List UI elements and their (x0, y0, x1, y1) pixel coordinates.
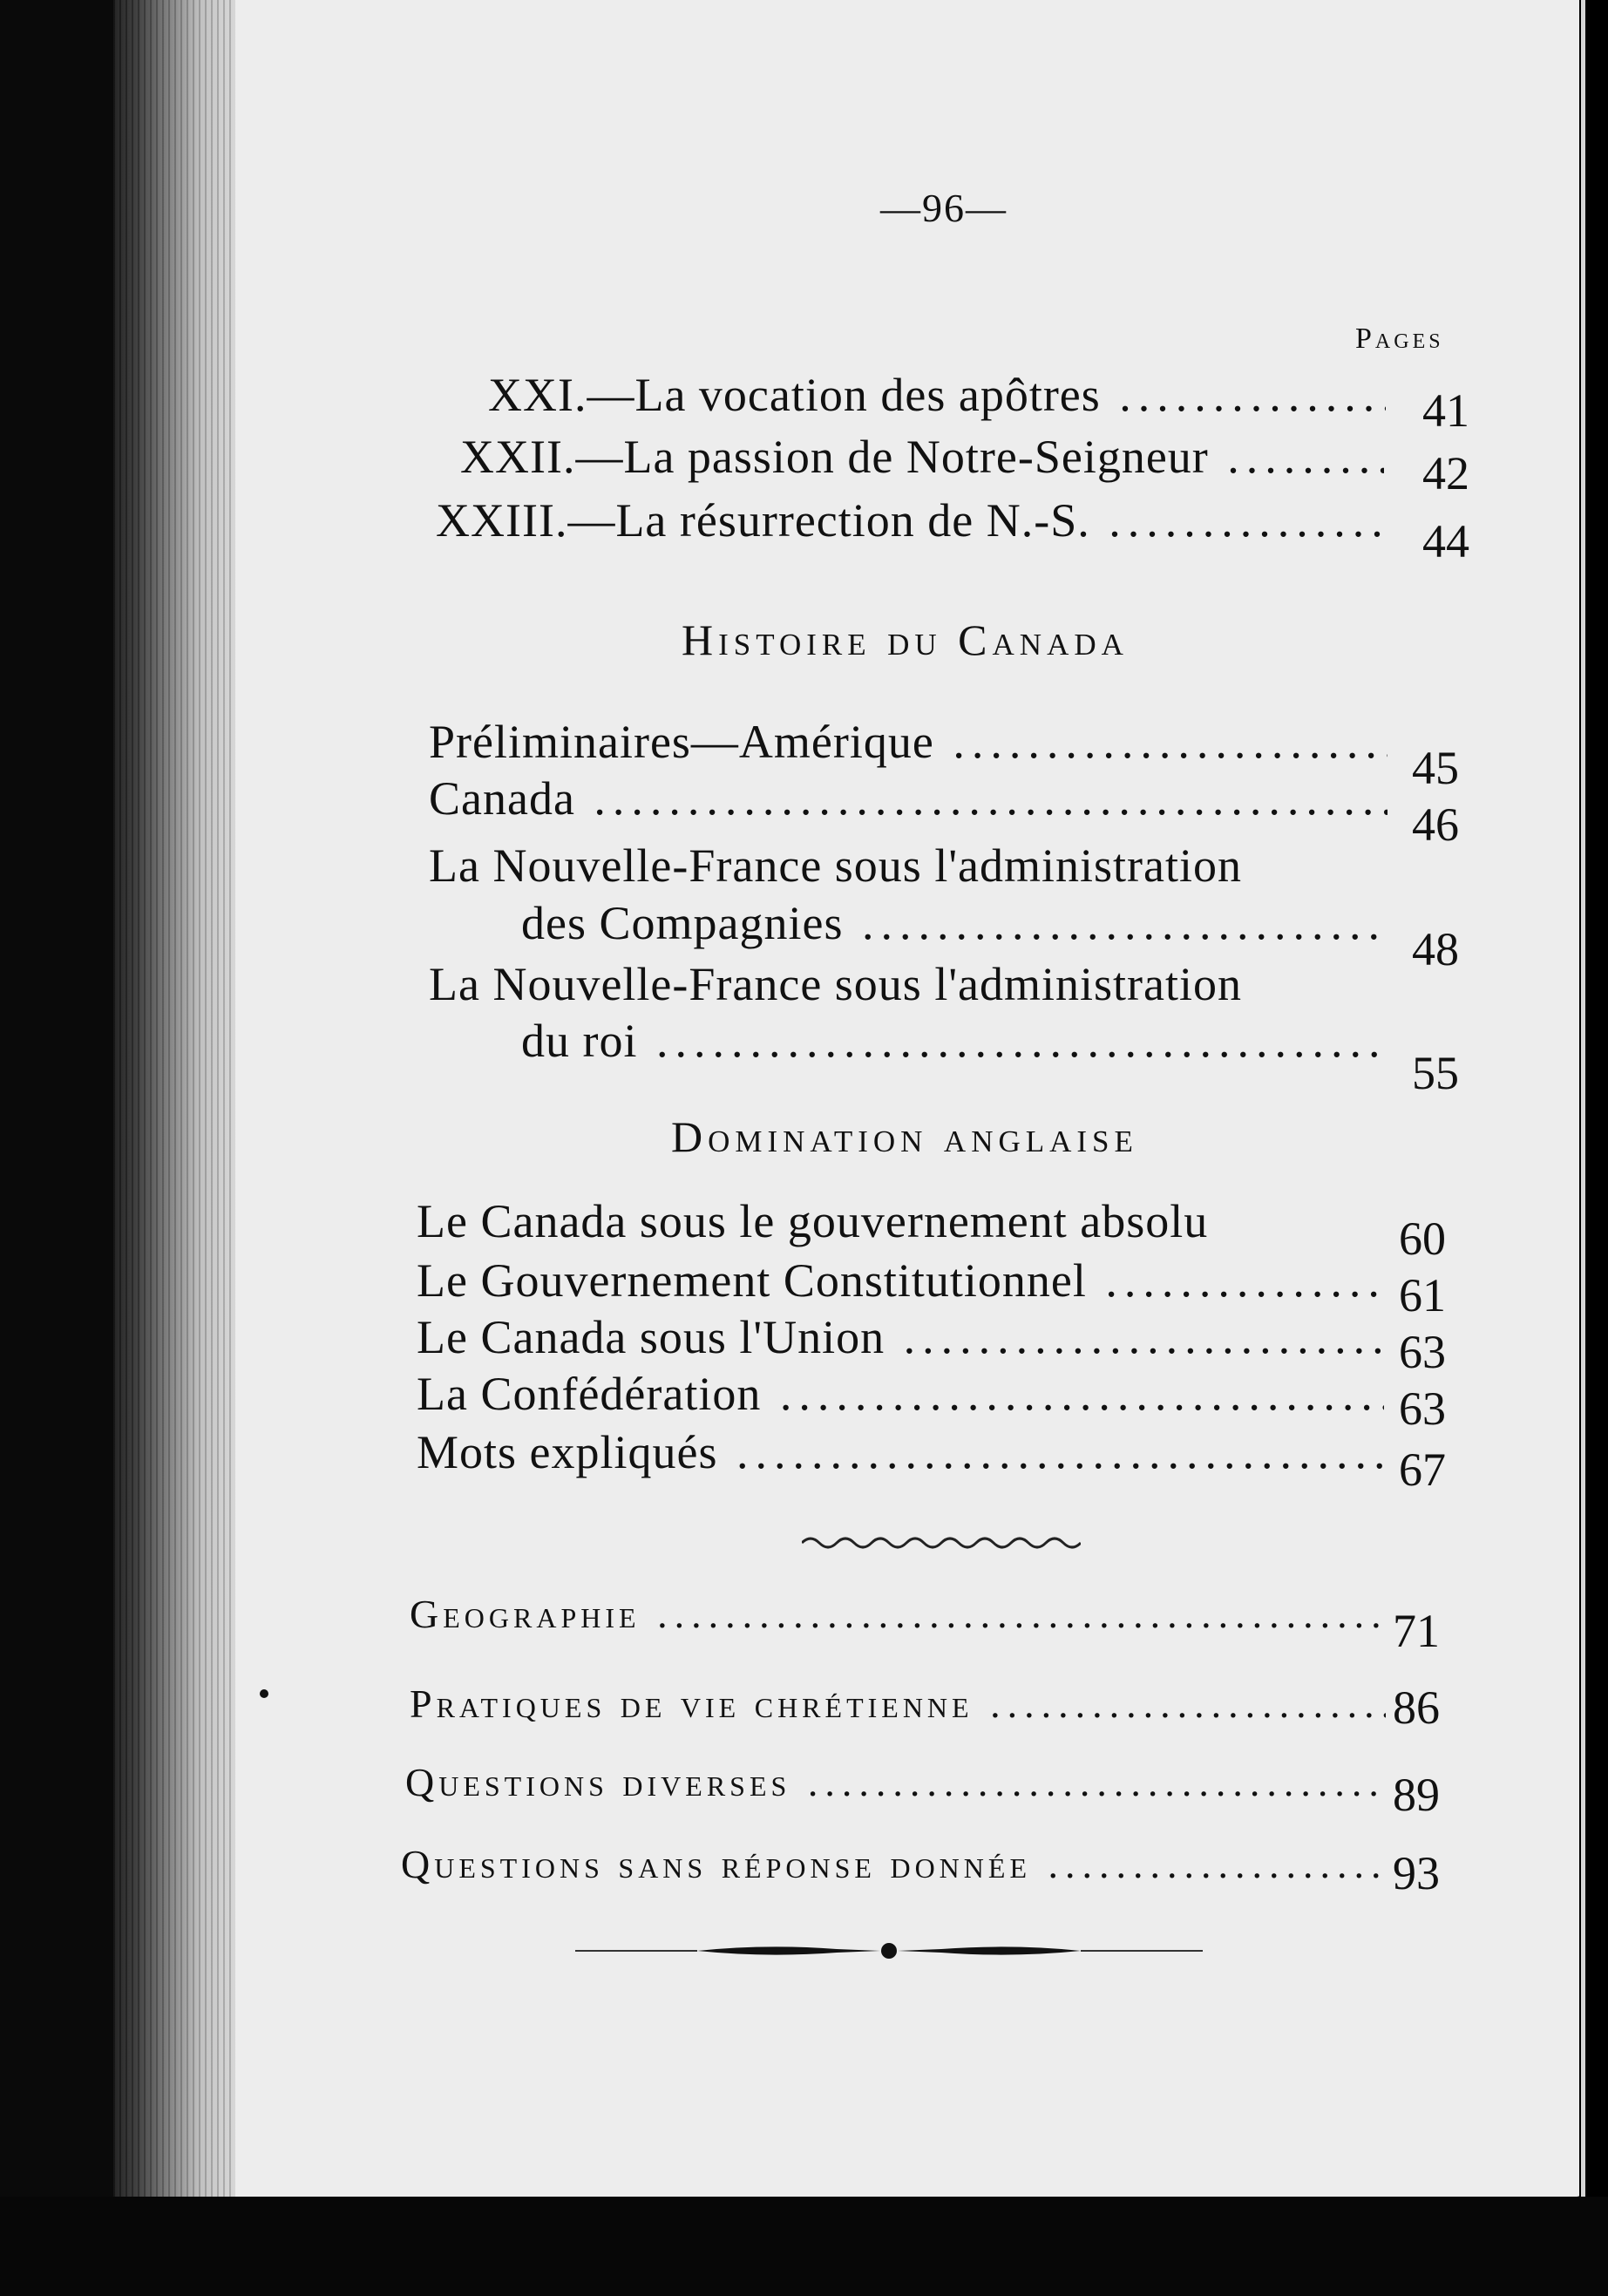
toc-page-number: 71 (1393, 1605, 1440, 1657)
toc-entry-title: La Nouvelle-France sous l'administration (429, 839, 1243, 892)
section-heading: Histoire du Canada (682, 615, 1129, 664)
toc-entry: XXII.—La passion de Notre-Seigneur ..... (460, 430, 1384, 484)
toc-page-number: 61 (1399, 1269, 1446, 1321)
toc-entry: Mots expliqués ..... (417, 1425, 1384, 1479)
toc-entry: Questions sans réponse donnée ..... (401, 1841, 1381, 1887)
toc-page-number: 93 (1393, 1847, 1440, 1899)
section-heading: Domination anglaise (671, 1112, 1138, 1161)
toc-entry: Canada ..... (429, 771, 1387, 825)
toc-entry: Questions diverses ..... (405, 1759, 1386, 1805)
toc-entry: Préliminaires—Amérique ..... (429, 715, 1387, 769)
toc-entry: des Compagnies ..... (521, 896, 1386, 950)
page-number: —96— (880, 186, 1008, 230)
closing-ornament (575, 1933, 1203, 1968)
toc-page-number: 63 (1399, 1382, 1446, 1435)
toc-page-number: 41 (1422, 384, 1469, 437)
toc-page-number: 63 (1399, 1326, 1446, 1378)
toc-page-number: 60 (1399, 1213, 1446, 1265)
toc-page-number: 86 (1393, 1681, 1440, 1734)
right-page-edge (1579, 0, 1608, 2296)
book-spine (113, 0, 253, 2296)
toc-page-number: 45 (1412, 742, 1459, 794)
bottom-shadow (0, 2197, 1608, 2296)
toc-page-number: 46 (1412, 798, 1459, 851)
toc-page-number: 42 (1422, 447, 1469, 499)
toc-page-number: 89 (1393, 1769, 1440, 1821)
toc-entry: XXIII.—La résurrection de N.-S. ..... (436, 493, 1386, 547)
toc-page-number: 67 (1399, 1443, 1446, 1496)
toc-page-number: 44 (1422, 515, 1469, 567)
toc-entry: Pratiques de vie chrétienne ..... (410, 1681, 1386, 1727)
toc-entry: Geographie ..... (410, 1591, 1386, 1637)
toc-entry-title: La Nouvelle-France sous l'administration (429, 958, 1243, 1010)
toc-entry: Le Gouvernement Constitutionnel ..... (417, 1253, 1384, 1308)
toc-entry: XXI.—La vocation des apôtres ..... (488, 368, 1386, 422)
margin-dot-mark (260, 1689, 268, 1698)
wavy-rule-ornament (802, 1530, 1081, 1556)
toc-page-number: 55 (1412, 1047, 1459, 1099)
toc-page-number: 48 (1412, 923, 1459, 975)
toc-entry: Le Canada sous l'Union ..... (417, 1310, 1384, 1364)
pages-column-label: Pages (1355, 323, 1444, 355)
toc-entry: La Confédération ..... (417, 1367, 1384, 1421)
toc-entry: Le Canada sous le gouvernement absolu (417, 1195, 1209, 1247)
toc-entry: du roi ..... (521, 1014, 1386, 1068)
